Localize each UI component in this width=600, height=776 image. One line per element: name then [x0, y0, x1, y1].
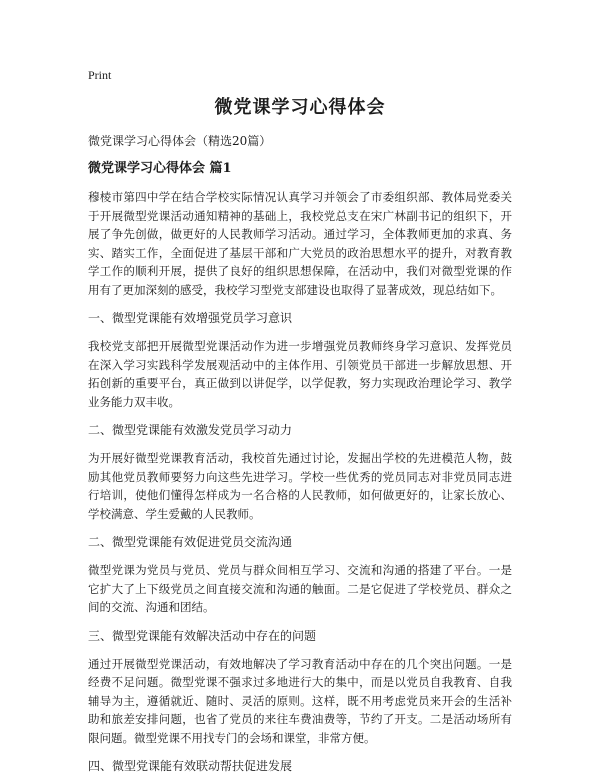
paragraph: 微型党课为党员与党员、党员与群众间相互学习、交流和沟通的搭建了平台。一是它扩大了上下级党员之间直接交流和沟通的触面。二是它促进了学校党员、群众之间的交流、沟通和团结。: [88, 563, 512, 614]
subheading: 二、微型党课能有效促进党员交流沟通: [88, 535, 293, 549]
section-title: 微党课学习心得体会 篇1: [88, 161, 232, 176]
print-label: Print: [88, 68, 112, 82]
subheading: 三、微型党课能有效解决活动中存在的问题: [88, 628, 317, 643]
paragraph: 为开展好微型党课教育活动，我校首先通过讨论，发掘出学校的先进模范人物，鼓励其他党员教师要努力向这些先进学习。学校一些优秀的党员同志对非党员同志进行培训，使他们懂得怎样成为一名合格的人民教师，如何做更好的，让家长放心、学校满意、学生爱戴的人民教师。: [88, 451, 512, 521]
paragraph: 穆棱市第四中学在结合学校实际情况认真学习并领会了市委组织部、教体局党委关于开展微型党课活动通知精神的基础上，我校党总支在宋广林副书记的组织下，开展了争先创做，做更好的人民教师学习活动。通过学习，全体教师更加的求真、务实、踏实工作，全面促进了基层干部和广大党员的政治思想水平的提升，对教育教学工作的顺利开展，提供了良好的组织思想保障，在活动中，我们对微型党课的作用有了更加深刻的感受，我校学习型党支部建设也取得了显著成效，现总结如下。: [88, 190, 512, 297]
paragraph: 通过开展微型党课活动，有效地解决了学习教育活动中存在的几个突出问题。一是经费不足问题。微型党课不强求过多地进行大的集中，而是以党员自我教育、自我辅导为主，遵循就近、随时、灵活的原则。这样，既不用考虑党员来开会的生活补助和旅差安排问题，也省了党员的来往车费油费等，节约了开支。二是活动场所有限问题。微型党课不用找专门的会场和课堂，非常方便。: [88, 656, 512, 745]
subheading: 二、微型党课能有效激发党员学习动力: [88, 423, 293, 437]
subheading: 一、微型党课能有效增强党员学习意识: [88, 311, 293, 325]
subheading: 四、微型党课能有效联动帮扶促进发展: [88, 759, 293, 773]
page-title: 微党课学习心得体会: [214, 97, 386, 118]
paragraph: 我校党支部把开展微型党课活动作为进一步增强党员教师终身学习意识、发挥党员在深入学习实践科学发展观活动中的主体作用、引领党员干部进一步解放思想、开拓创新的重要平台，真正做到以讲促学，以学促教，努力实现政治理论学习、教学业务能力双丰收。: [88, 339, 512, 409]
document-subtitle: 微党课学习心得体会（精选20篇）: [88, 134, 272, 148]
